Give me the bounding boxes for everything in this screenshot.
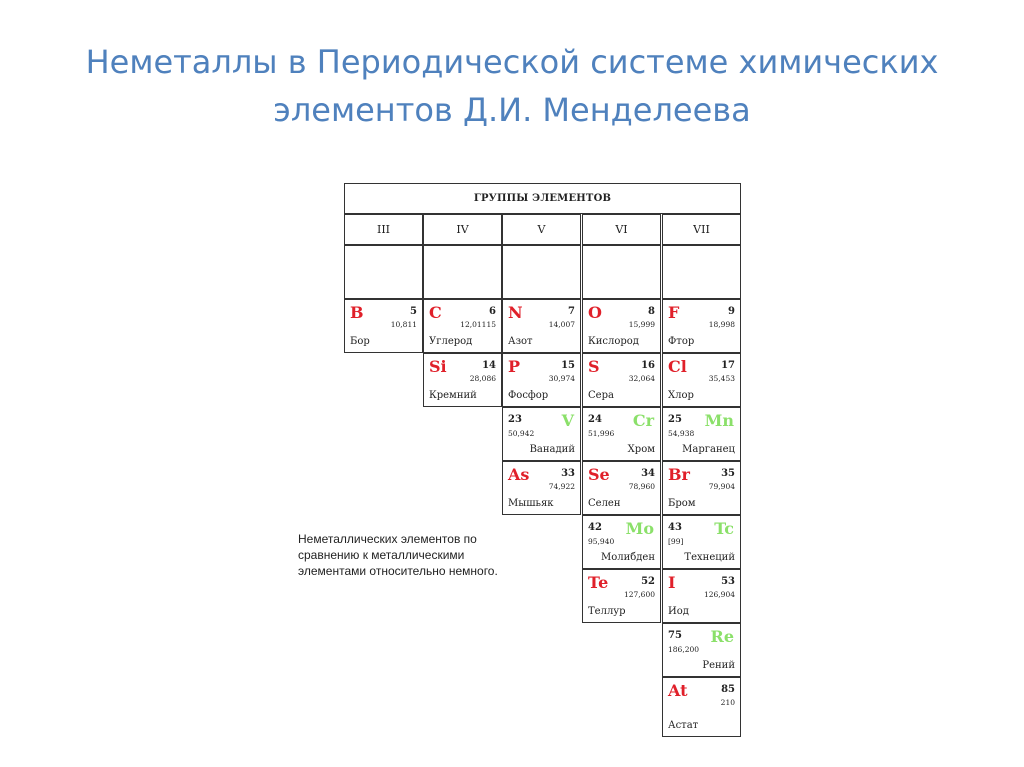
atomic-mass: 54,938 bbox=[668, 429, 695, 438]
element-cell-at bbox=[662, 677, 741, 737]
element-name: Теллур bbox=[588, 606, 626, 617]
element-cell-mn bbox=[662, 407, 741, 461]
element-name: Фосфор bbox=[508, 390, 549, 401]
element-name: Рений bbox=[702, 660, 735, 671]
atomic-number: 52 bbox=[641, 576, 655, 587]
element-symbol: Re bbox=[710, 627, 734, 646]
element-cell-te bbox=[582, 569, 661, 623]
empty-cell bbox=[423, 245, 502, 299]
atomic-number: 17 bbox=[721, 360, 735, 371]
element-symbol: Cr bbox=[632, 411, 654, 430]
atomic-mass: 10,811 bbox=[390, 320, 417, 329]
group-header-v: V bbox=[502, 214, 581, 245]
element-symbol: V bbox=[561, 411, 574, 430]
element-cell-b bbox=[344, 299, 423, 353]
atomic-number: 24 bbox=[588, 414, 602, 425]
element-symbol: C bbox=[429, 303, 442, 322]
element-name: Бор bbox=[350, 336, 370, 347]
empty-cell bbox=[344, 245, 423, 299]
element-cell-tc bbox=[662, 515, 741, 569]
element-name: Фтор bbox=[668, 336, 695, 347]
element-cell-o bbox=[582, 299, 661, 353]
atomic-mass: 32,064 bbox=[628, 374, 655, 383]
atomic-mass: 30,974 bbox=[548, 374, 575, 383]
element-symbol: S bbox=[588, 357, 600, 376]
atomic-mass: 127,600 bbox=[623, 590, 655, 599]
element-symbol: B bbox=[350, 303, 364, 322]
atomic-mass: 28,086 bbox=[469, 374, 496, 383]
element-symbol: N bbox=[508, 303, 523, 322]
atomic-mass: 78,960 bbox=[628, 482, 655, 491]
element-cell-c bbox=[423, 299, 502, 353]
element-cell-f bbox=[662, 299, 741, 353]
element-symbol: As bbox=[508, 465, 530, 484]
group-header-vii: VII bbox=[662, 214, 741, 245]
element-symbol: Si bbox=[429, 357, 447, 376]
group-header-vi: VI bbox=[582, 214, 661, 245]
atomic-mass: 15,999 bbox=[628, 320, 655, 329]
element-name: Сера bbox=[588, 390, 614, 401]
empty-cell bbox=[502, 245, 581, 299]
atomic-number: 43 bbox=[668, 522, 682, 533]
element-name: Хлор bbox=[668, 390, 694, 401]
atomic-number: 53 bbox=[721, 576, 735, 587]
element-name: Азот bbox=[508, 336, 533, 347]
atomic-mass: 186,200 bbox=[668, 645, 700, 654]
atomic-number: 6 bbox=[489, 306, 496, 317]
element-symbol: Cl bbox=[668, 357, 687, 376]
atomic-number: 25 bbox=[668, 414, 682, 425]
atomic-number: 7 bbox=[568, 306, 575, 317]
atomic-number: 8 bbox=[648, 306, 655, 317]
element-name: Кремний bbox=[429, 390, 477, 401]
element-name: Астат bbox=[668, 720, 699, 731]
element-name: Хром bbox=[627, 444, 655, 455]
atomic-mass: 51,996 bbox=[588, 429, 615, 438]
atomic-number: 42 bbox=[588, 522, 602, 533]
element-symbol: Br bbox=[668, 465, 690, 484]
atomic-mass: 95,940 bbox=[588, 537, 615, 546]
atomic-mass: 50,942 bbox=[508, 429, 535, 438]
atomic-number: 33 bbox=[561, 468, 575, 479]
element-symbol: Se bbox=[588, 465, 610, 484]
atomic-mass: 14,007 bbox=[548, 320, 575, 329]
title-line-2: элементов Д.И. Менделеева bbox=[273, 91, 751, 129]
element-name: Ванадий bbox=[529, 444, 575, 455]
element-symbol: Te bbox=[588, 573, 609, 592]
element-cell-s bbox=[582, 353, 661, 407]
group-header-iii: III bbox=[344, 214, 423, 245]
element-symbol: O bbox=[588, 303, 602, 322]
element-name: Бром bbox=[668, 498, 696, 509]
element-cell-se bbox=[582, 461, 661, 515]
atomic-mass: 74,922 bbox=[548, 482, 575, 491]
element-symbol: At bbox=[668, 681, 688, 700]
group-header-iv: IV bbox=[423, 214, 502, 245]
element-cell-cl bbox=[662, 353, 741, 407]
empty-cell bbox=[582, 245, 661, 299]
atomic-number: 5 bbox=[410, 306, 417, 317]
element-cell-re bbox=[662, 623, 741, 677]
atomic-mass: 79,904 bbox=[708, 482, 735, 491]
element-name: Молибден bbox=[600, 552, 655, 563]
element-cell-i bbox=[662, 569, 741, 623]
element-symbol: Tc bbox=[714, 519, 734, 538]
atomic-mass: [99] bbox=[668, 537, 684, 546]
element-name: Селен bbox=[588, 498, 621, 509]
atomic-number: 16 bbox=[641, 360, 655, 371]
element-cell-cr bbox=[582, 407, 661, 461]
element-name: Иод bbox=[668, 606, 689, 617]
empty-cell bbox=[662, 245, 741, 299]
title-line-1: Неметаллы в Периодической системе химических bbox=[85, 43, 939, 81]
element-cell-br bbox=[662, 461, 741, 515]
table-header: ГРУППЫ ЭЛЕМЕНТОВ bbox=[344, 183, 741, 214]
atomic-number: 15 bbox=[561, 360, 575, 371]
atomic-mass: 210 bbox=[720, 698, 735, 707]
element-cell-si bbox=[423, 353, 502, 407]
element-symbol: P bbox=[508, 357, 521, 376]
element-name: Технеций bbox=[684, 552, 735, 563]
atomic-mass: 12,01115 bbox=[460, 320, 496, 329]
atomic-number: 23 bbox=[508, 414, 522, 425]
atomic-number: 75 bbox=[668, 630, 682, 641]
element-symbol: I bbox=[668, 573, 676, 592]
element-name: Мышьяк bbox=[508, 498, 554, 509]
atomic-mass: 18,998 bbox=[708, 320, 735, 329]
atomic-number: 14 bbox=[482, 360, 496, 371]
atomic-number: 35 bbox=[721, 468, 735, 479]
element-symbol: Mn bbox=[704, 411, 734, 430]
element-cell-n bbox=[502, 299, 581, 353]
element-name: Марганец bbox=[682, 444, 735, 455]
element-name: Кислород bbox=[588, 336, 639, 347]
atomic-number: 9 bbox=[728, 306, 735, 317]
element-cell-v bbox=[502, 407, 581, 461]
atomic-mass: 126,904 bbox=[703, 590, 735, 599]
element-cell-as bbox=[502, 461, 581, 515]
element-symbol: F bbox=[668, 303, 680, 322]
atomic-mass: 35,453 bbox=[708, 374, 735, 383]
element-cell-p bbox=[502, 353, 581, 407]
element-name: Углерод bbox=[429, 336, 473, 347]
atomic-number: 85 bbox=[721, 684, 735, 695]
atomic-number: 34 bbox=[641, 468, 655, 479]
nonmetal-note: Неметаллических элементов по сравнению к металлическими элементами относительно немного. bbox=[298, 532, 498, 578]
element-symbol: Mo bbox=[625, 519, 654, 538]
element-cell-mo bbox=[582, 515, 661, 569]
